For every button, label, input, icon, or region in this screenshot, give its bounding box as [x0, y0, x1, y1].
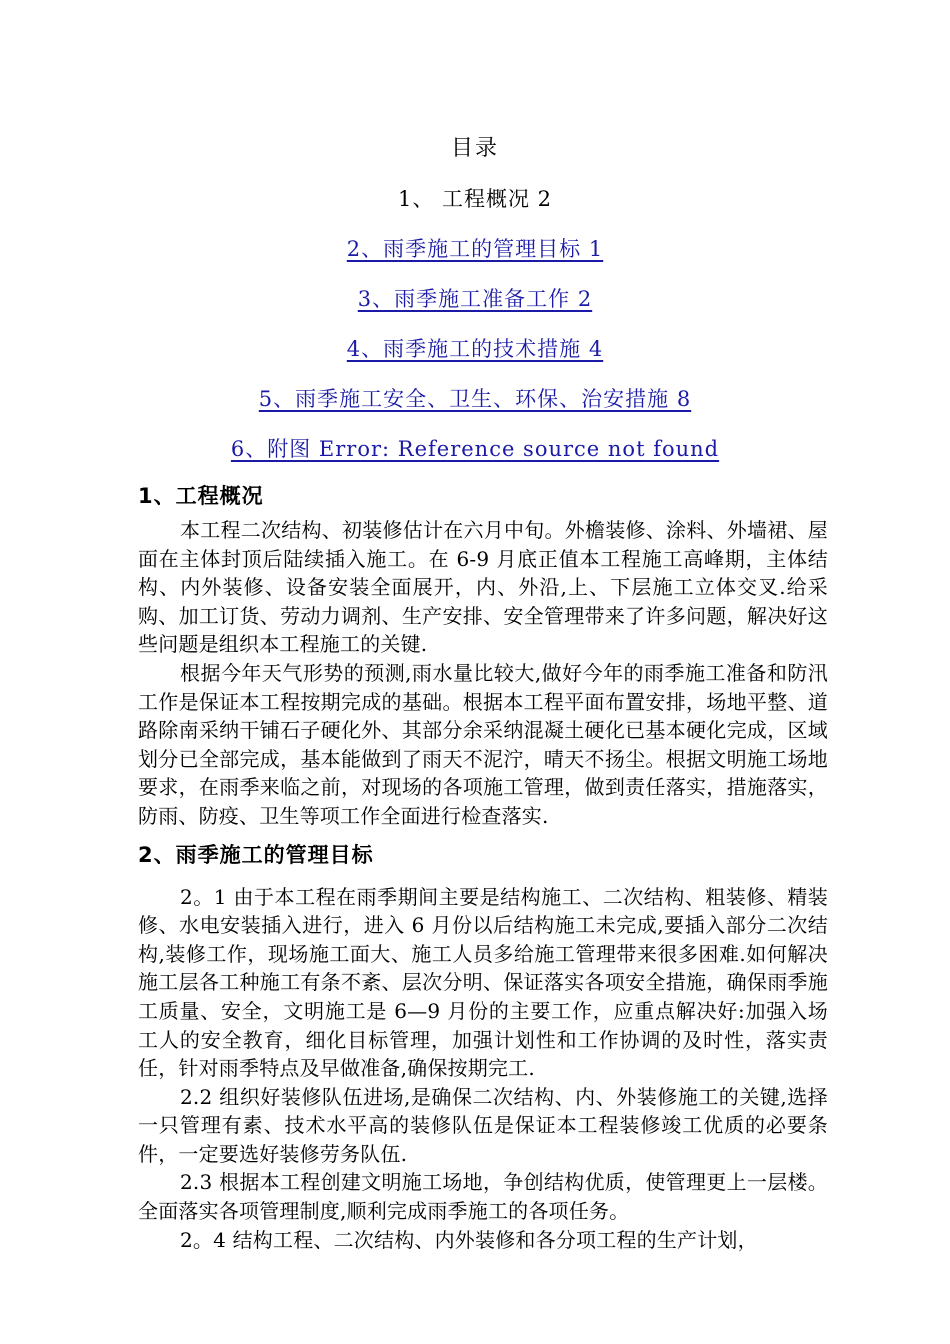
toc-link-4[interactable]: 4、雨季施工的技术措施 4 [346, 337, 604, 361]
table-of-contents [0, 132, 950, 482]
document-body [138, 478, 828, 1254]
paragraph: 根据今年天气形势的预测,雨水量比较大,做好今年的雨季施工准备和防汛工作是保证本工程按期完成的基础。根据本工程平面布置安排，场地平整、道路除南采纳干铺石子硬化外、其部分余采纳混凝土硬化已基本硬化完成，区域划分已全部完成，基本能做到了雨天不泥泞，晴天不扬尘。根据文明施工场地要求，在雨季来临之前，对现场的各项施工管理，做到责任落实，措施落实，防雨、防疫、卫生等项工作全面进行检查落实. [138, 660, 828, 828]
paragraph: 2.2 组织好装修队伍进场,是确保二次结构、内、外装修施工的关键,选择一只管理有素、技术水平高的装修队伍是保证本工程装修竣工优质的必要条件，一定要选好装修劳务队伍. [138, 1084, 828, 1166]
toc-link-5[interactable]: 5、雨季施工安全、卫生、环保、治安措施 8 [258, 387, 692, 411]
toc-link-6[interactable]: 6、附图 Error: Reference source not found [230, 437, 720, 461]
toc-title: 目录 [450, 136, 499, 161]
toc-entry-1-label: 1、 工程概况 2 [397, 187, 553, 211]
section-heading-management-goals: 2、雨季施工的管理目标 [138, 842, 374, 867]
toc-entry-4[interactable] [0, 332, 950, 382]
paragraph: 2。4 结构工程、二次结构、内外装修和各分项工程的生产计划， [180, 1227, 758, 1252]
paragraph: 2.3 根据本工程创建文明施工场地，争创结构优质，使管理更上一层楼。全面落实各项管理制度,顺利完成雨季施工的各项任务。 [138, 1170, 828, 1224]
toc-entry-1 [0, 182, 950, 232]
toc-entry-2[interactable] [0, 232, 950, 282]
toc-entry-3[interactable] [0, 282, 950, 332]
toc-link-3[interactable]: 3、雨季施工准备工作 2 [357, 287, 593, 311]
section-heading-overview: 1、工程概况 [138, 484, 264, 508]
toc-link-2[interactable]: 2、雨季施工的管理目标 1 [346, 237, 604, 261]
paragraph: 2。1 由于本工程在雨季期间主要是结构施工、二次结构、粗装修、精装修、水电安装插入进行，进入 6 月份以后结构施工未完成,要插入部分二次结构,装修工作，现场施工面大、施工人员多给施工管理带来很多困难.如何解决施工层各工种施工有条不紊、层次分明、保证落实各项安全措施，确保雨季施工质量、安全，文明施工是 6—9 月份的主要工作，应重点解决好:加强入场工人的安全教育，细化目标管理，加强计划性和工作协调的及时性，落实责任，针对雨季特点及早做准备,确保按期完工. [138, 884, 828, 1081]
toc-entry-5[interactable] [0, 382, 950, 432]
toc-entry-6[interactable] [0, 432, 950, 482]
paragraph: 本工程二次结构、初装修估计在六月中旬。外檐装修、涂料、外墙裙、屋面在主体封顶后陆续插入施工。在 6-9 月底正值本工程施工高峰期，主体结构、内外装修、设备安装全面展开，内、外沿,上、下层施工立体交叉.给采购、加工订货、劳动力调剂、生产安排、安全管理带来了许多问题，解决好这些问题是组织本工程施工的关键. [138, 518, 828, 657]
